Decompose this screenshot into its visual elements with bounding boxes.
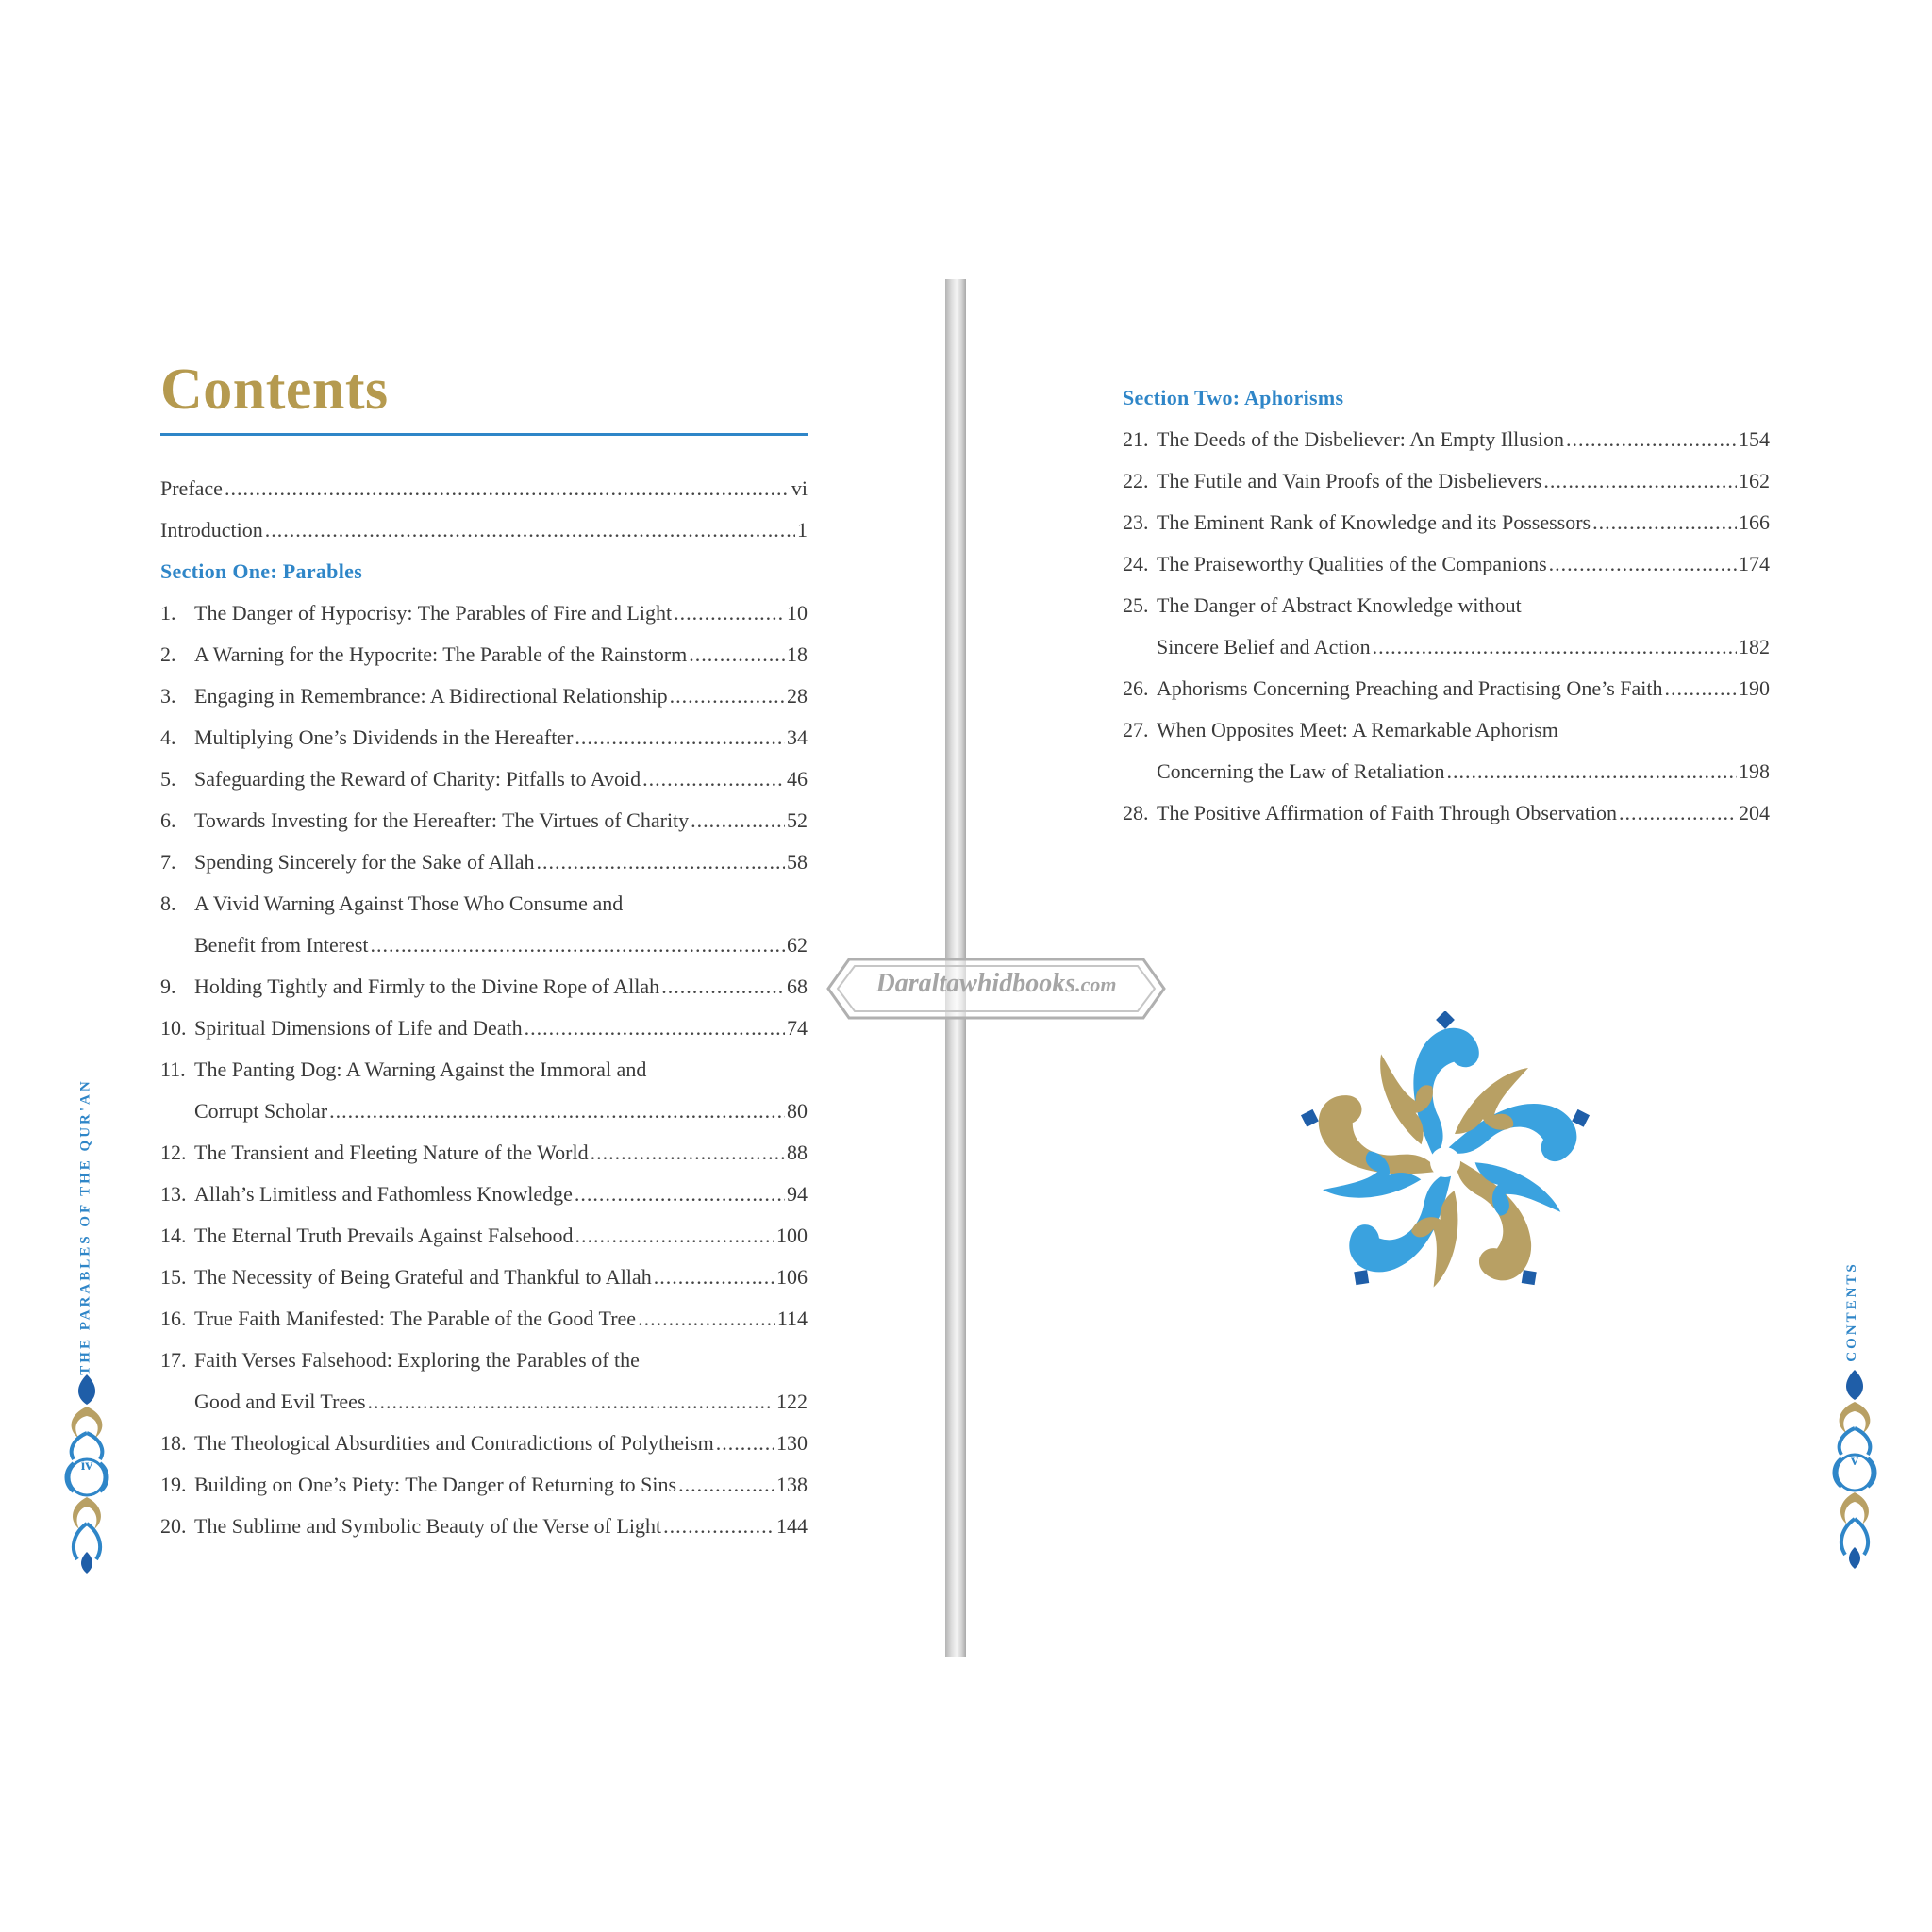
toc-entry-number: 13. — [160, 1182, 187, 1206]
toc-entry[interactable] — [1123, 709, 1770, 751]
leader-dots — [1664, 668, 1737, 709]
toc-page-number: 130 — [776, 1431, 808, 1455]
toc-entry[interactable] — [1123, 792, 1770, 834]
toc-entry-title: Building on One’s Piety: The Danger of Returning to Sins — [194, 1473, 677, 1496]
toc-entry[interactable] — [160, 1381, 808, 1423]
toc-page-number: vi — [791, 476, 808, 500]
leader-dots — [663, 1506, 774, 1547]
toc-page-number: 204 — [1739, 801, 1770, 824]
running-title-text: THE PARABLES OF THE QUR'AN — [77, 1077, 93, 1375]
toc-entry-title: Corrupt Scholar — [194, 1099, 328, 1123]
toc-entry-title: A Vivid Warning Against Those Who Consume and — [194, 891, 624, 915]
toc-entry-title: The Panting Dog: A Warning Against the Immoral and — [194, 1058, 647, 1081]
toc-entry-number: 17. — [160, 1348, 187, 1372]
leader-dots — [670, 675, 785, 717]
toc-page-number: 100 — [776, 1224, 808, 1247]
toc-page-number: 62 — [787, 933, 808, 957]
toc-entry-number: 9. — [160, 974, 176, 998]
rosette-icon — [1294, 1011, 1596, 1313]
toc-entry[interactable] — [160, 1423, 808, 1464]
toc-entry-number: 16. — [160, 1307, 187, 1330]
toc-entry-title: Concerning the Law of Retaliation — [1157, 759, 1445, 783]
toc-entry[interactable] — [1123, 626, 1770, 668]
toc-entry-title: Benefit from Interest — [194, 933, 369, 957]
toc-entry-number: 18. — [160, 1431, 187, 1455]
toc-entry[interactable] — [160, 1257, 808, 1298]
leader-dots — [329, 1091, 785, 1132]
leader-dots — [575, 717, 785, 758]
watermark-suffix: .com — [1075, 973, 1117, 996]
toc-page-number: 34 — [787, 725, 808, 749]
toc-page-number: 46 — [787, 767, 808, 791]
toc-entry[interactable] — [160, 1049, 808, 1091]
toc-entry[interactable] — [160, 1215, 808, 1257]
leader-dots — [225, 468, 790, 509]
toc-entry[interactable] — [160, 1008, 808, 1049]
toc-entry-title: Spiritual Dimensions of Life and Death — [194, 1016, 523, 1040]
toc-entry-title: Faith Verses Falsehood: Exploring the Parables of the — [194, 1348, 640, 1372]
toc-page-number: 88 — [787, 1141, 808, 1164]
toc-entry-number: 11. — [160, 1058, 186, 1081]
toc-right — [1123, 377, 1770, 834]
leader-dots — [661, 966, 785, 1008]
toc-page-number: 166 — [1739, 510, 1770, 534]
toc-entry-title: The Danger of Abstract Knowledge without — [1157, 593, 1522, 617]
toc-entry-number: 2. — [160, 642, 176, 666]
toc-entry[interactable] — [160, 758, 808, 800]
toc-entry-title: The Eminent Rank of Knowledge and its Possessors — [1157, 510, 1591, 534]
toc-entry-title: Engaging in Remembrance: A Bidirectional Relationship — [194, 684, 668, 708]
toc-entry[interactable] — [1123, 585, 1770, 626]
toc-page-number: 74 — [787, 1016, 808, 1040]
toc-entry[interactable] — [160, 1091, 808, 1132]
toc-left — [160, 468, 808, 1547]
toc-entry[interactable] — [160, 675, 808, 717]
floral-ornament-icon — [58, 1373, 115, 1575]
toc-entry-title: The Positive Affirmation of Faith Through Observation — [1157, 801, 1618, 824]
toc-page-number: 94 — [787, 1182, 808, 1206]
section-one-heading: Section One: Parables — [160, 559, 363, 583]
toc-page-number: 68 — [787, 974, 808, 998]
toc-entry-title: The Futile and Vain Proofs of the Disbelievers — [1157, 469, 1542, 492]
toc-page-number: 1 — [797, 518, 808, 541]
toc-entry-number: 19. — [160, 1473, 187, 1496]
toc-entry-title: Allah’s Limitless and Fathomless Knowledge — [194, 1182, 573, 1206]
left-page — [0, 0, 943, 1932]
toc-entry[interactable] — [160, 1340, 808, 1381]
toc-entry-number: 6. — [160, 808, 176, 832]
leader-dots — [368, 1381, 775, 1423]
toc-page-number: 162 — [1739, 469, 1770, 492]
toc-entry-number: 20. — [160, 1514, 187, 1538]
toc-entry[interactable] — [1123, 543, 1770, 585]
leader-dots — [1549, 543, 1737, 585]
toc-entry-title: Introduction — [160, 518, 263, 541]
leader-dots — [1566, 419, 1737, 460]
toc-page-number: 174 — [1739, 552, 1770, 575]
toc-entry-title: Sincere Belief and Action — [1157, 635, 1371, 658]
toc-entry-title: Spending Sincerely for the Sake of Allah — [194, 850, 535, 874]
toc-entry-title: A Warning for the Hypocrite: The Parable of the Rainstorm — [194, 642, 688, 666]
toc-entry-title: When Opposites Meet: A Remarkable Aphorism — [1157, 718, 1558, 741]
toc-page-number: 80 — [787, 1099, 808, 1123]
toc-page-number: 52 — [787, 808, 808, 832]
toc-page-number: 106 — [776, 1265, 808, 1289]
contents-heading: Contents — [160, 358, 389, 422]
toc-entry-title: Preface — [160, 476, 223, 500]
leader-dots — [1446, 751, 1737, 792]
leader-dots — [265, 509, 795, 551]
toc-entry[interactable] — [160, 841, 808, 883]
section-two-entries — [1123, 419, 1770, 834]
leader-dots — [674, 592, 785, 634]
toc-entry-title: Good and Evil Trees — [194, 1390, 366, 1413]
toc-entry-title: Towards Investing for the Hereafter: The Virtues of Charity — [194, 808, 690, 832]
toc-entry-title: The Danger of Hypocrisy: The Parables of Fire and Light — [194, 601, 673, 625]
toc-entry-number: 10. — [160, 1016, 187, 1040]
toc-entry[interactable] — [160, 1174, 808, 1215]
leader-dots — [654, 1257, 774, 1298]
toc-entry-number: 28. — [1123, 801, 1149, 824]
toc-entry-number: 24. — [1123, 552, 1149, 575]
toc-entry-number: 23. — [1123, 510, 1149, 534]
toc-entry[interactable] — [1123, 668, 1770, 709]
toc-entry-introduction[interactable] — [160, 509, 808, 551]
toc-entry-number: 8. — [160, 891, 176, 915]
toc-entry-title: Safeguarding the Reward of Charity: Pitfalls to Avoid — [194, 767, 641, 791]
leader-dots — [642, 758, 785, 800]
toc-page-number: 190 — [1739, 676, 1770, 700]
toc-entry[interactable] — [1123, 460, 1770, 502]
toc-entry-number: 27. — [1123, 718, 1149, 741]
toc-entry[interactable] — [1123, 419, 1770, 460]
toc-entry[interactable] — [160, 717, 808, 758]
heading-rule — [160, 433, 808, 436]
toc-entry-number: 25. — [1123, 593, 1149, 617]
toc-entry-title: The Transient and Fleeting Nature of the World — [194, 1141, 589, 1164]
toc-entry-number: 22. — [1123, 469, 1149, 492]
leader-dots — [689, 634, 785, 675]
watermark-text — [826, 969, 1166, 999]
leader-dots — [1592, 502, 1737, 543]
toc-entry[interactable] — [160, 1298, 808, 1340]
toc-page-number: 18 — [787, 642, 808, 666]
toc-entry-title: The Sublime and Symbolic Beauty of the Verse of Light — [194, 1514, 662, 1538]
toc-entry-title: The Theological Absurdities and Contradictions of Polytheism — [194, 1431, 714, 1455]
leader-dots — [1373, 626, 1737, 668]
toc-entry[interactable] — [160, 966, 808, 1008]
toc-entry[interactable] — [1123, 751, 1770, 792]
toc-entry-title: Multiplying One’s Dividends in the Hereafter — [194, 725, 574, 749]
toc-entry[interactable] — [160, 924, 808, 966]
toc-entry[interactable] — [160, 883, 808, 924]
toc-page-number: 58 — [787, 850, 808, 874]
toc-entry-number: 1. — [160, 601, 176, 625]
toc-entry-number: 15. — [160, 1265, 187, 1289]
toc-entry[interactable] — [160, 800, 808, 841]
toc-entry-title: The Eternal Truth Prevails Against Falsehood — [194, 1224, 574, 1247]
leader-dots — [1619, 792, 1737, 834]
toc-entry-number: 5. — [160, 767, 176, 791]
toc-page-number: 198 — [1739, 759, 1770, 783]
floral-ornament-icon — [1826, 1368, 1883, 1571]
watermark-badge-icon — [817, 948, 1175, 1029]
toc-page-number: 122 — [776, 1390, 808, 1413]
toc-entry-number: 12. — [160, 1141, 187, 1164]
toc-entry-number: 14. — [160, 1224, 187, 1247]
toc-entry-number: 4. — [160, 725, 176, 749]
toc-page-number: 182 — [1739, 635, 1770, 658]
section-one-entries — [160, 592, 808, 1547]
section-two-heading: Section Two: Aphorisms — [1123, 386, 1344, 409]
toc-entry[interactable] — [160, 1464, 808, 1506]
toc-page-number: 28 — [787, 684, 808, 708]
leader-dots — [575, 1215, 774, 1257]
toc-page-number: 154 — [1739, 427, 1770, 451]
leader-dots — [525, 1008, 785, 1049]
page-number-right: v — [1851, 1453, 1858, 1469]
toc-page-number: 144 — [776, 1514, 808, 1538]
toc-page-number: 114 — [776, 1307, 808, 1330]
toc-entry-title: The Praiseworthy Qualities of the Companions — [1157, 552, 1547, 575]
toc-entry[interactable] — [160, 1132, 808, 1174]
toc-entry[interactable] — [1123, 502, 1770, 543]
toc-entry-title: The Necessity of Being Grateful and Thankful to Allah — [194, 1265, 652, 1289]
toc-entry-number: 3. — [160, 684, 176, 708]
running-title-text: CONTENTS — [1843, 1260, 1859, 1362]
toc-entry-preface[interactable] — [160, 468, 808, 509]
toc-entry-number: 26. — [1123, 676, 1149, 700]
leader-dots — [678, 1464, 774, 1506]
leader-dots — [691, 800, 785, 841]
toc-entry[interactable] — [160, 1506, 808, 1547]
toc-entry-title: The Deeds of the Disbeliever: An Empty Illusion — [1157, 427, 1564, 451]
running-title-left — [74, 1077, 98, 1375]
toc-entry-number: 7. — [160, 850, 176, 874]
toc-entry-number: 21. — [1123, 427, 1149, 451]
leader-dots — [371, 924, 786, 966]
toc-entry[interactable] — [160, 592, 808, 634]
leader-dots — [638, 1298, 775, 1340]
leader-dots — [591, 1132, 785, 1174]
watermark-name: Daraltawhidbooks — [875, 969, 1076, 998]
toc-entry-title: Holding Tightly and Firmly to the Divine Rope of Allah — [194, 974, 660, 998]
toc-entry[interactable] — [160, 634, 808, 675]
page-number-left: iv — [80, 1457, 93, 1474]
leader-dots — [536, 841, 785, 883]
leader-dots — [1543, 460, 1737, 502]
toc-entry-title: Aphorisms Concerning Preaching and Practising One’s Faith — [1157, 676, 1663, 700]
toc-page-number: 10 — [787, 601, 808, 625]
leader-dots — [575, 1174, 785, 1215]
leader-dots — [716, 1423, 774, 1464]
toc-entry-title: True Faith Manifested: The Parable of the Good Tree — [194, 1307, 637, 1330]
toc-page-number: 138 — [776, 1473, 808, 1496]
running-title-right — [1840, 1245, 1864, 1377]
